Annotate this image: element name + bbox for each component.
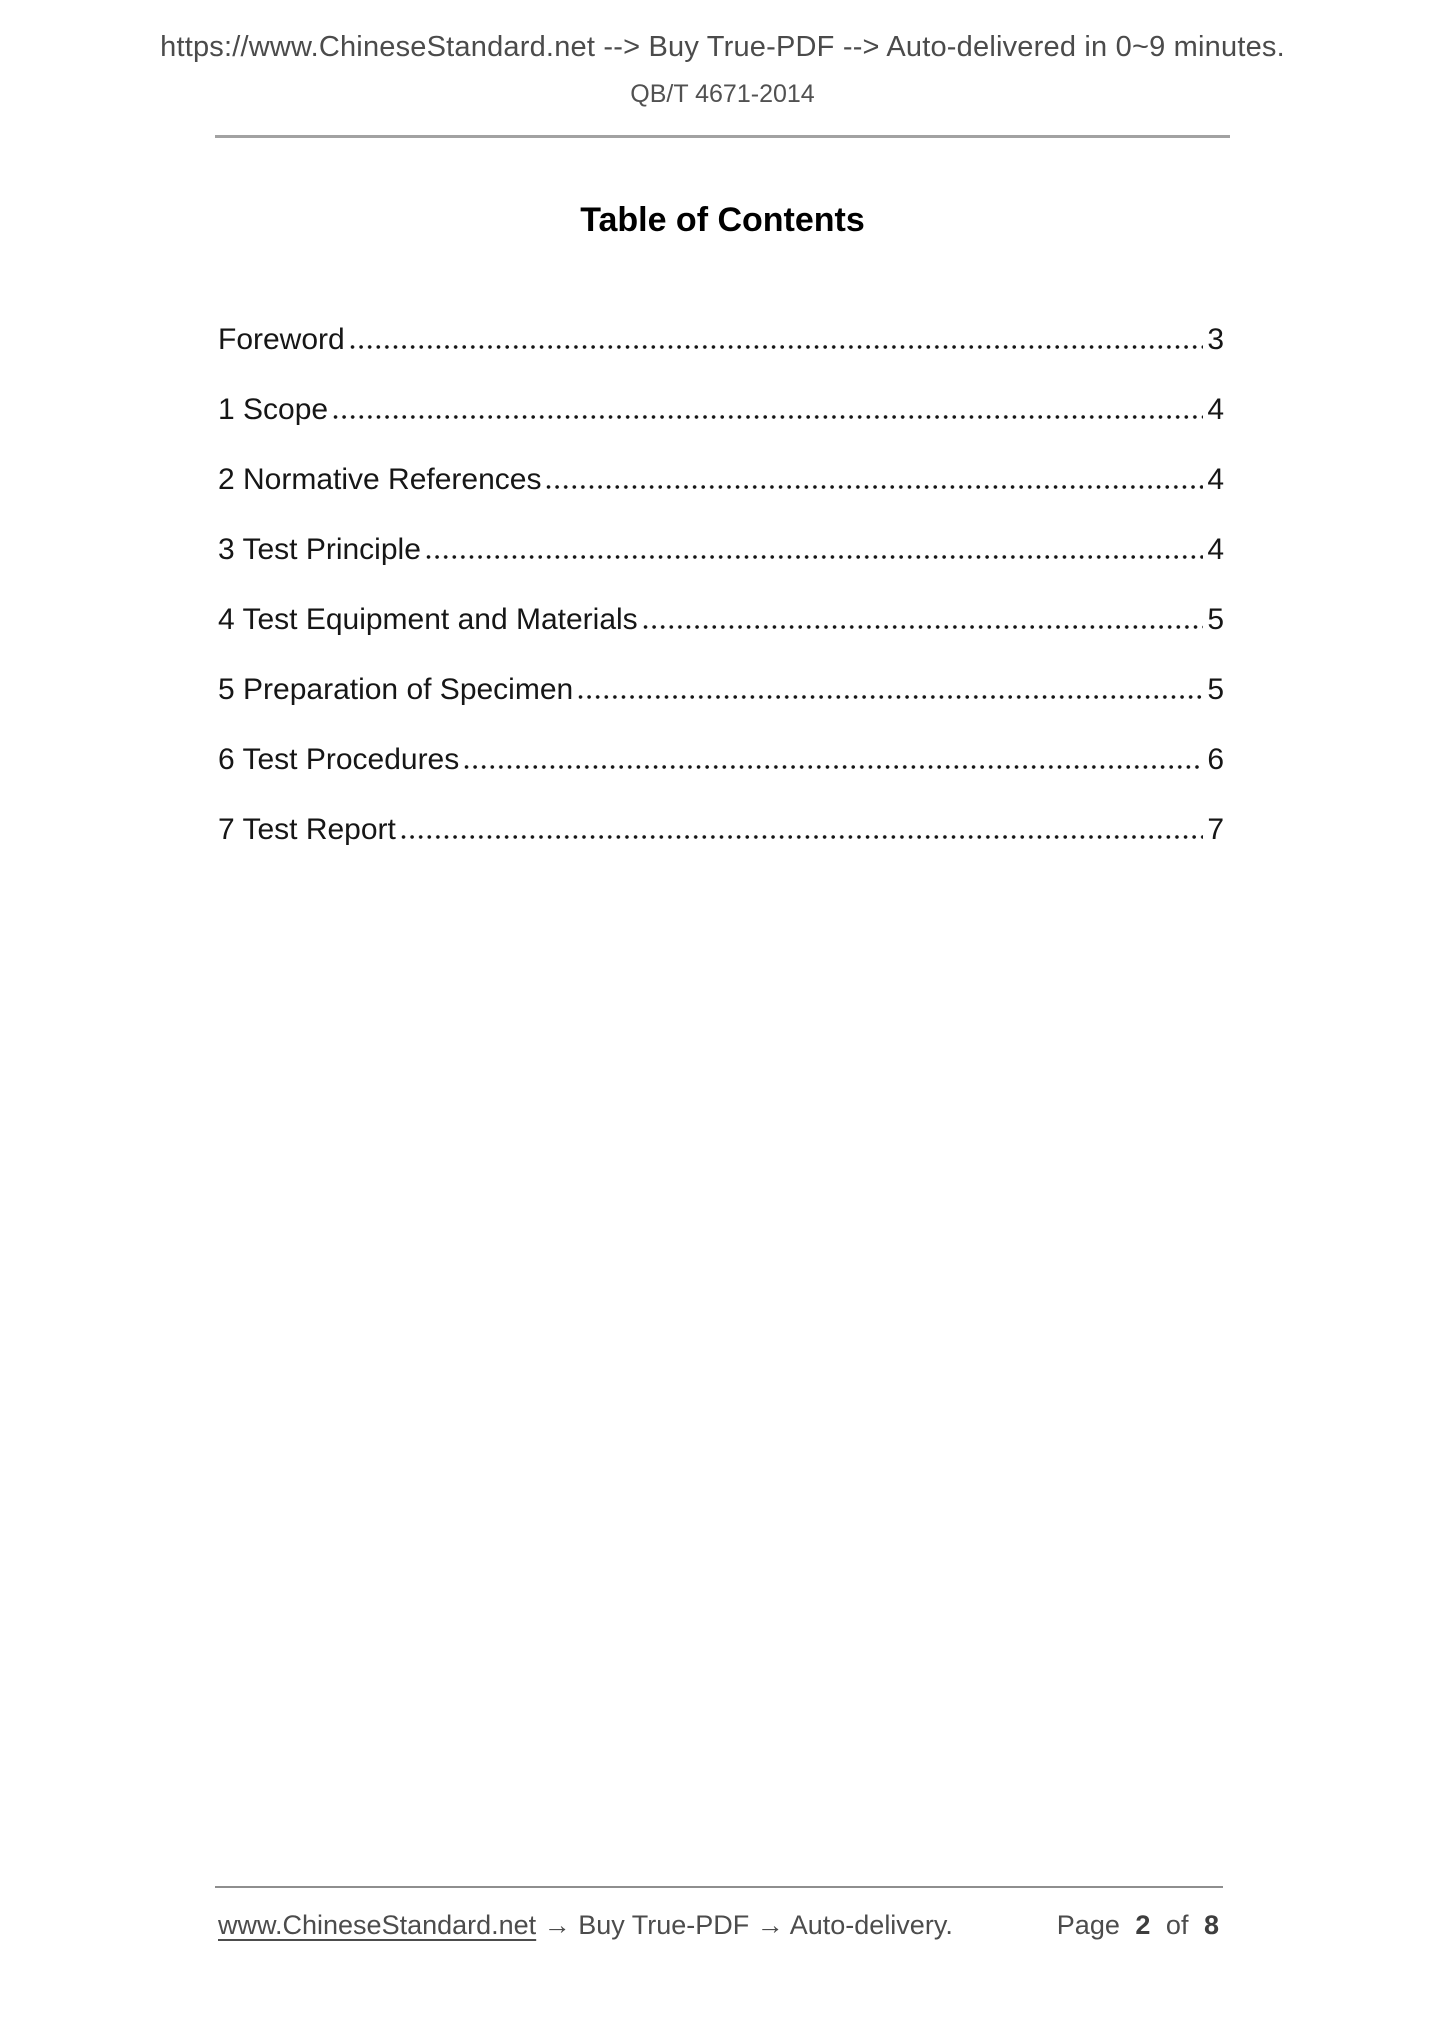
toc-leader-dots [464, 764, 1203, 770]
toc-entry-page: 6 [1207, 743, 1224, 776]
toc-entry-label: 5 Preparation of Specimen [218, 673, 574, 706]
header-standard-number: QB/T 4671-2014 [630, 80, 815, 108]
footer-site-link[interactable]: www.ChineseStandard.net [218, 1910, 537, 1940]
toc-entry[interactable] [218, 743, 1224, 777]
toc-entry[interactable] [218, 393, 1224, 427]
toc-entry-label: 3 Test Principle [218, 533, 421, 566]
toc-entry-label: 4 Test Equipment and Materials [218, 603, 638, 636]
page-indicator-of: of [1165, 1910, 1189, 1940]
toc-leader-dots [350, 344, 1204, 350]
toc-entry[interactable] [218, 463, 1224, 497]
toc-leader-dots [546, 484, 1203, 490]
toc-entry-page: 4 [1207, 533, 1224, 566]
toc-entry-label: 7 Test Report [218, 813, 396, 846]
toc-leader-dots [643, 624, 1204, 630]
toc-entry-label: 2 Normative References [218, 463, 542, 496]
page-header [0, 30, 1445, 108]
toc-entry-page: 4 [1207, 463, 1224, 496]
toc-entry-page: 4 [1207, 393, 1224, 426]
toc-leader-dots [578, 694, 1203, 700]
toc-entry-label: Foreword [218, 323, 345, 356]
toc-entry-page: 5 [1207, 673, 1224, 706]
toc-leader-dots [426, 554, 1203, 560]
header-url-line: https://www.ChineseStandard.net --> Buy True-PDF --> Auto-delivered in 0~9 minutes. [160, 31, 1285, 63]
page-indicator-current: 2 [1135, 1910, 1151, 1940]
toc-entry[interactable] [218, 813, 1224, 847]
page-indicator-total: 8 [1203, 1910, 1219, 1940]
page-indicator [1053, 1908, 1223, 1942]
footer-divider [215, 1886, 1223, 1888]
toc-entry-label: 1 Scope [218, 393, 329, 426]
toc-leader-dots [401, 834, 1203, 840]
footer-left-text [218, 1908, 953, 1942]
toc-entry-label: 6 Test Procedures [218, 743, 460, 776]
toc-list [218, 323, 1224, 883]
page-title: Table of Contents [580, 201, 865, 239]
header-divider [215, 135, 1230, 138]
toc-entry-page: 5 [1207, 603, 1224, 636]
page-indicator-label: Page [1056, 1910, 1120, 1940]
toc-entry[interactable] [218, 533, 1224, 567]
toc-leader-dots [333, 414, 1203, 420]
page-footer [218, 1908, 1223, 1942]
toc-entry[interactable] [218, 323, 1224, 357]
toc-entry-page: 7 [1207, 813, 1224, 846]
toc-entry[interactable] [218, 673, 1224, 707]
toc-entry[interactable] [218, 603, 1224, 637]
toc-entry-page: 3 [1207, 323, 1224, 356]
footer-delivery-text: → Buy True-PDF → Auto-delivery. [536, 1910, 953, 1940]
